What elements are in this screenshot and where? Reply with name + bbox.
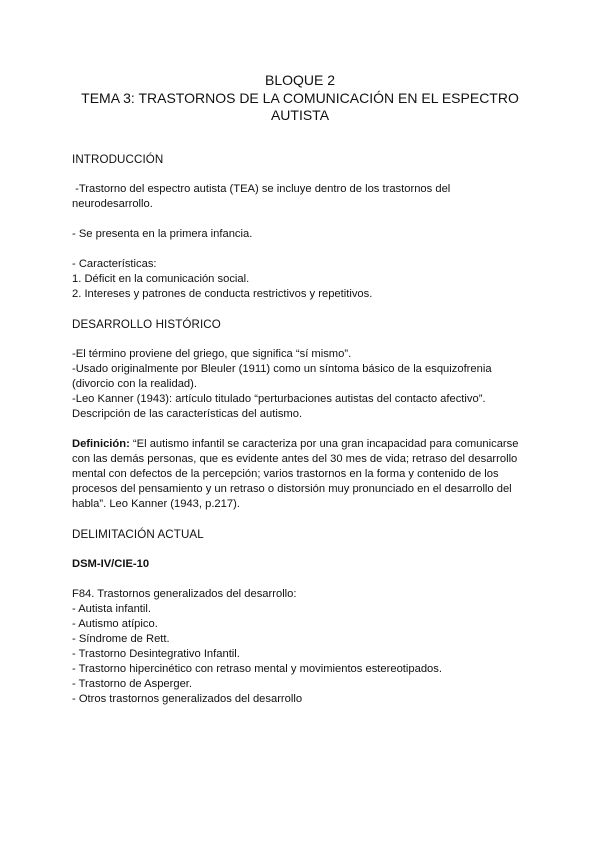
f84-heading: F84. Trastornos generalizados del desarrollo:	[72, 588, 297, 600]
f84-item-2: - Autismo atípico.	[72, 618, 158, 630]
history-paragraph	[72, 347, 532, 422]
f84-item-5: - Trastorno hipercinético con retraso mental y movimientos estereotipados.	[72, 663, 442, 675]
history-line4: -Leo Kanner (1943): artículo titulado “perturbaciones autistas del contacto afectivo”.	[72, 393, 486, 405]
intro-p3-line1: - Características:	[72, 258, 157, 270]
definition-line1	[72, 437, 532, 452]
intro-paragraph-3	[72, 257, 532, 302]
f84-list	[72, 587, 532, 707]
intro-p3-line3: 2. Intereses y patrones de conducta restrictivos y repetitivos.	[72, 288, 373, 300]
title-bloque: BLOQUE 2	[264, 72, 336, 88]
definition-line2: con las demás personas, que es evidente antes del 30 mes de vida; retraso del desarrollo	[72, 453, 518, 465]
history-line1: -El término proviene del griego, que significa “sí mismo”.	[72, 348, 352, 360]
heading-delimitacion-actual: DELIMITACIÓN ACTUAL	[72, 528, 204, 541]
history-line2: -Usado originalmente por Bleuler (1911) como un síntoma básico de la esquizofrenia	[72, 363, 492, 375]
f84-item-7: - Otros trastornos generalizados del desarrollo	[72, 693, 303, 705]
heading-desarrollo-historico: DESARROLLO HISTÓRICO	[72, 318, 221, 331]
definition-paragraph	[72, 437, 532, 512]
history-line5: Descripción de las características del autismo.	[72, 408, 303, 420]
f84-item-6: - Trastorno de Asperger.	[72, 678, 193, 690]
definition-line3: mental con defectos de la percepción; varios trastornos en la forma y contenido de los	[72, 468, 499, 480]
f84-item-4: - Trastorno Desintegrativo Infantil.	[72, 648, 240, 660]
intro-p3-line2: 1. Déficit en la comunicación social.	[72, 273, 250, 285]
intro-paragraph-2	[72, 227, 532, 242]
f84-item-1: - Autista infantil.	[72, 603, 151, 615]
title-tema-line2: AUTISTA	[270, 107, 330, 124]
f84-item-3: - Síndrome de Rett.	[72, 633, 170, 645]
intro-p2-line: - Se presenta en la primera infancia.	[72, 228, 253, 240]
subheading-dsm-cie: DSM-IV/CIE-10	[72, 558, 150, 570]
intro-paragraph-1	[72, 182, 532, 212]
heading-introduccion: INTRODUCCIÓN	[72, 153, 164, 166]
title-tema-line1: TEMA 3: TRASTORNOS DE LA COMUNICACIÓN EN EL ESPECTRO	[81, 89, 519, 106]
history-line3: (divorcio con la realidad).	[72, 378, 197, 390]
document-body	[72, 152, 532, 722]
definition-line4: procesos del pensamiento y un retraso o distorsión muy pronunciado en el desarrollo del	[72, 483, 512, 495]
intro-p1-line1: -Trastorno del espectro autista (TEA) se incluye dentro de los trastornos del	[72, 183, 451, 195]
title-block	[0, 72, 600, 125]
definition-text-1: “El autismo infantil se caracteriza por una gran incapacidad para comunicarse	[129, 438, 519, 450]
definition-line5: habla”. Leo Kanner (1943, p.217).	[72, 498, 240, 510]
intro-p1-line2: neurodesarrollo.	[72, 198, 153, 210]
definition-label: Definición:	[72, 438, 130, 450]
